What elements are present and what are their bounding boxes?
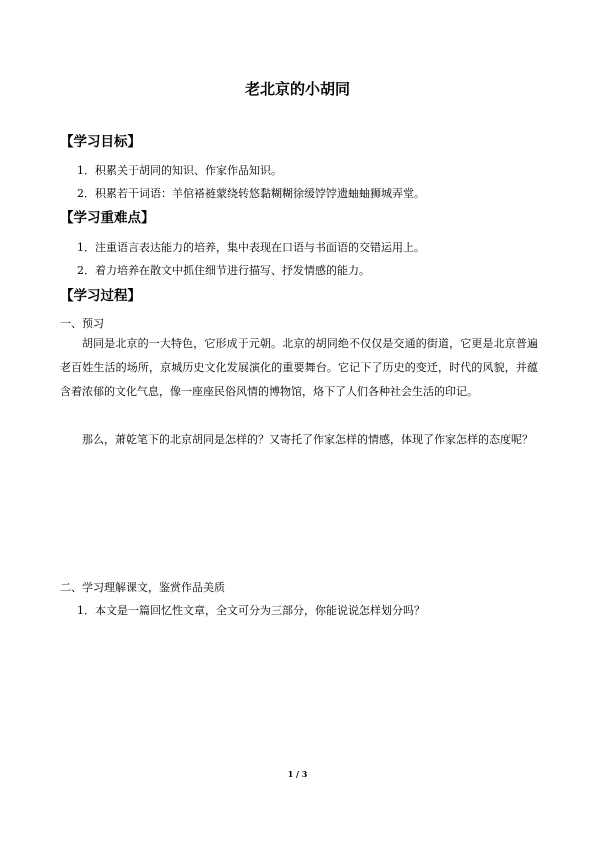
preview-paragraph-2: 那么，萧乾笔下的北京胡同是怎样的？又寄托了作家怎样的情感，体现了作家怎样的态度呢？ <box>82 433 533 446</box>
document-title: 老北京的小胡同 <box>244 80 350 98</box>
key-point-item-1: 1．注重语言表达能力的培养，集中表现在口语与书面语的交错运用上。 <box>77 241 425 254</box>
process-heading: 【学习过程】 <box>60 288 141 304</box>
objective-item-1: 1．积累关于胡同的知识、作家作品知识。 <box>77 164 282 177</box>
objective-item-2: 2．积累若干词语：羊倌褡裢蒙绕转悠黏糊糊徐缓饽饽遗蚰蚰狮城弄堂。 <box>77 187 425 200</box>
key-point-item-2: 2．着力培养在散文中抓住细节进行描写、抒发情感的能力。 <box>77 264 370 277</box>
preview-paragraph-1: 胡同是北京的一大特色，它形成于元朝。北京的胡同绝不仅仅是交通的街道，它更是北京普遍老百姓生活的场所，京城历史文化发展演化的重要舞台。它记下了历史的变迁，时代的风貌，并蕴含着浓郁的文化气息，像一座座民俗风情的博物馆，烙下了人们各种社会生活的印记。 <box>60 337 538 398</box>
objectives-heading: 【学习目标】 <box>60 134 141 150</box>
study-heading: 二、学习理解课文，鉴赏作品美质 <box>60 581 225 594</box>
key-points-heading: 【学习重难点】 <box>60 210 155 226</box>
preview-heading: 一、预习 <box>60 317 104 330</box>
study-question-1: 1．本文是一篇回忆性文章，全文可分为三部分，你能说说怎样划分吗？ <box>77 604 425 617</box>
page-number: 1 / 3 <box>287 769 308 779</box>
